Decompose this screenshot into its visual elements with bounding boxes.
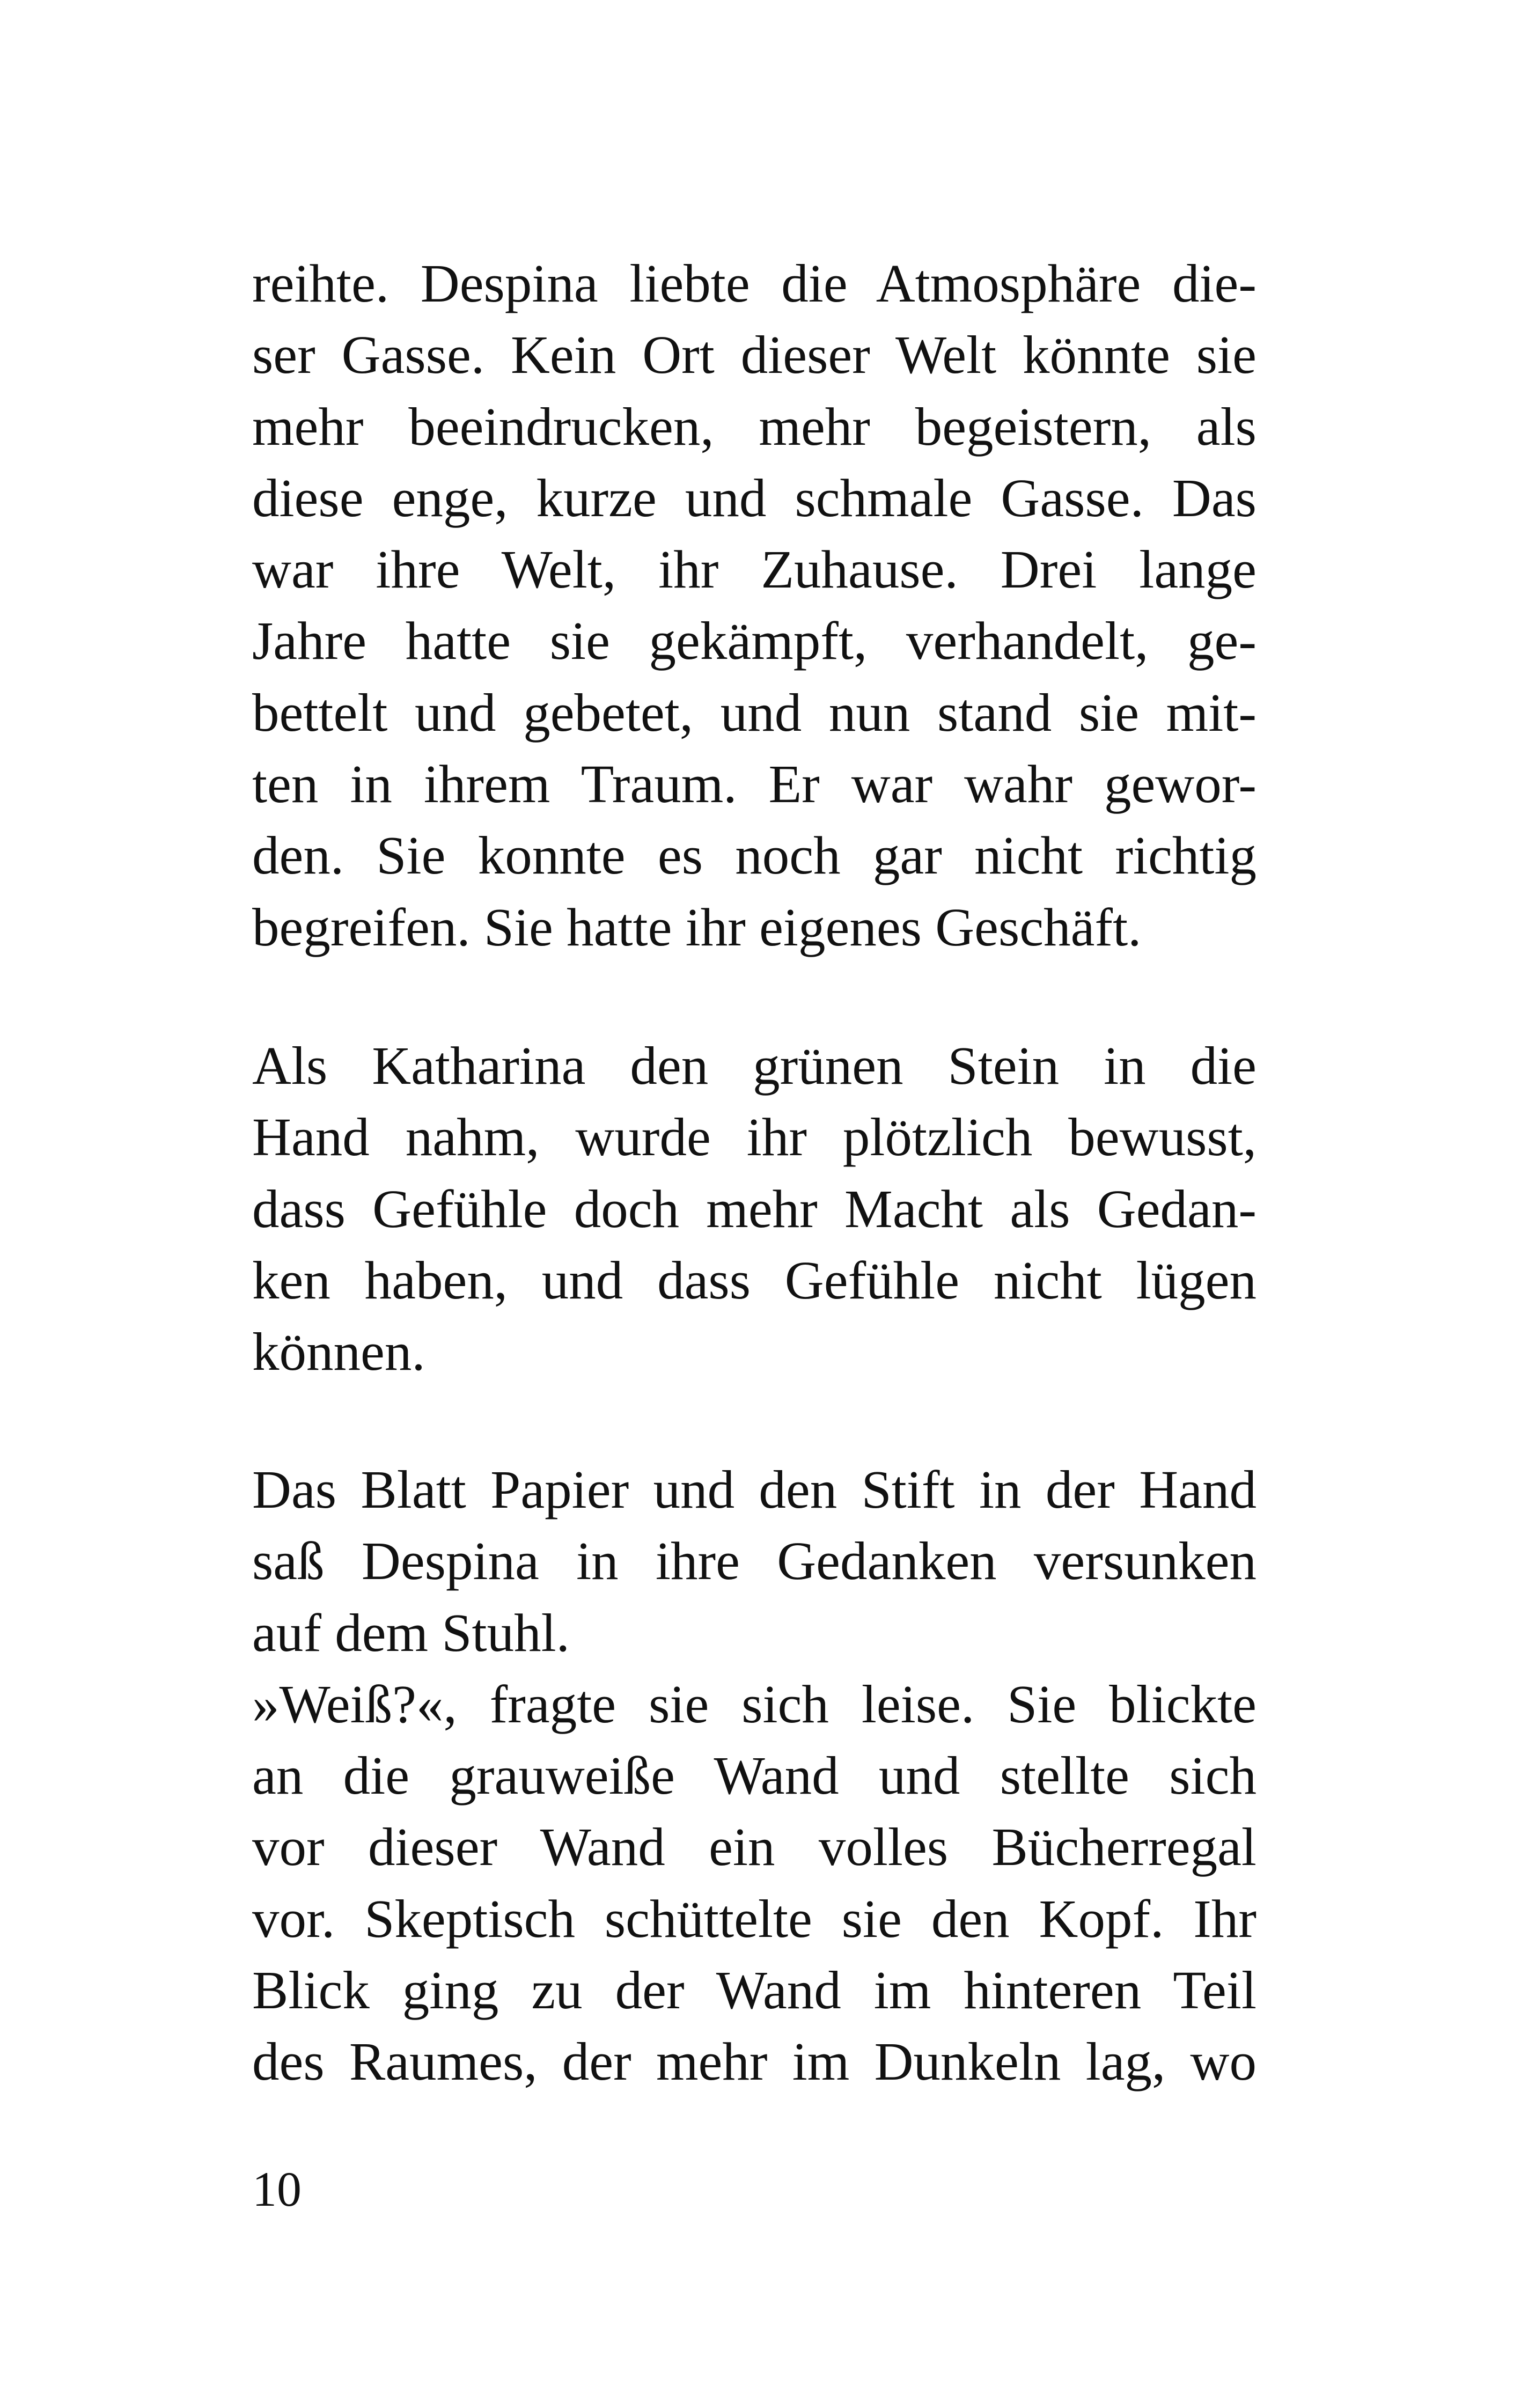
- text-line: Als Katharina den grünen Stein in die: [252, 1036, 1257, 1096]
- text-line: reihte. Despina liebte die Atmosphäre die-: [252, 253, 1257, 313]
- paragraph-1: [252, 248, 1257, 963]
- paragraph-3: [252, 1454, 1257, 2098]
- text-line: diese enge, kurze und schmale Gasse. Das: [252, 467, 1257, 528]
- text-line: ser Gasse. Kein Ort dieser Welt könnte sie: [252, 325, 1257, 385]
- text-line: ken haben, und dass Gefühle nicht lügen: [252, 1250, 1257, 1310]
- paragraph-2: [252, 1030, 1257, 1387]
- text-line: ten in ihrem Traum. Er war wahr gewor-: [252, 754, 1257, 814]
- text-line: auf dem Stuhl.: [252, 1602, 570, 1663]
- text-line: vor dieser Wand ein volles Bücherregal: [252, 1817, 1257, 1877]
- text-line: vor. Skeptisch schüttelte sie den Kopf. Ihr: [252, 1888, 1257, 1949]
- text-line: mehr beeindrucken, mehr begeistern, als: [252, 396, 1257, 457]
- text-line: des Raumes, der mehr im Dunkeln lag, wo: [252, 2031, 1257, 2092]
- text-line: dass Gefühle doch mehr Macht als Gedan-: [252, 1178, 1257, 1239]
- text-line: war ihre Welt, ihr Zuhause. Drei lange: [252, 539, 1257, 600]
- text-line: den. Sie konnte es noch gar nicht richtig: [252, 825, 1257, 886]
- text-line: Hand nahm, wurde ihr plötzlich bewusst,: [252, 1107, 1257, 1168]
- text-line: Das Blatt Papier und den Stift in der Hand: [252, 1459, 1257, 1519]
- text-line: Blick ging zu der Wand im hinteren Teil: [252, 1960, 1257, 2021]
- page-number: 10: [252, 2162, 302, 2216]
- text-line: bettelt und gebetet, und nun stand sie mit-: [252, 682, 1257, 743]
- text-line: Jahre hatte sie gekämpft, verhandelt, ge-: [252, 611, 1257, 671]
- text-line: an die grauweiße Wand und stellte sich: [252, 1745, 1257, 1806]
- text-line: »Weiß?«, fragte sie sich leise. Sie blickte: [252, 1673, 1257, 1734]
- text-line: begreifen. Sie hatte ihr eigenes Geschäft.: [252, 897, 1142, 957]
- text-line: können.: [252, 1322, 425, 1382]
- text-line: saß Despina in ihre Gedanken versunken: [252, 1531, 1257, 1591]
